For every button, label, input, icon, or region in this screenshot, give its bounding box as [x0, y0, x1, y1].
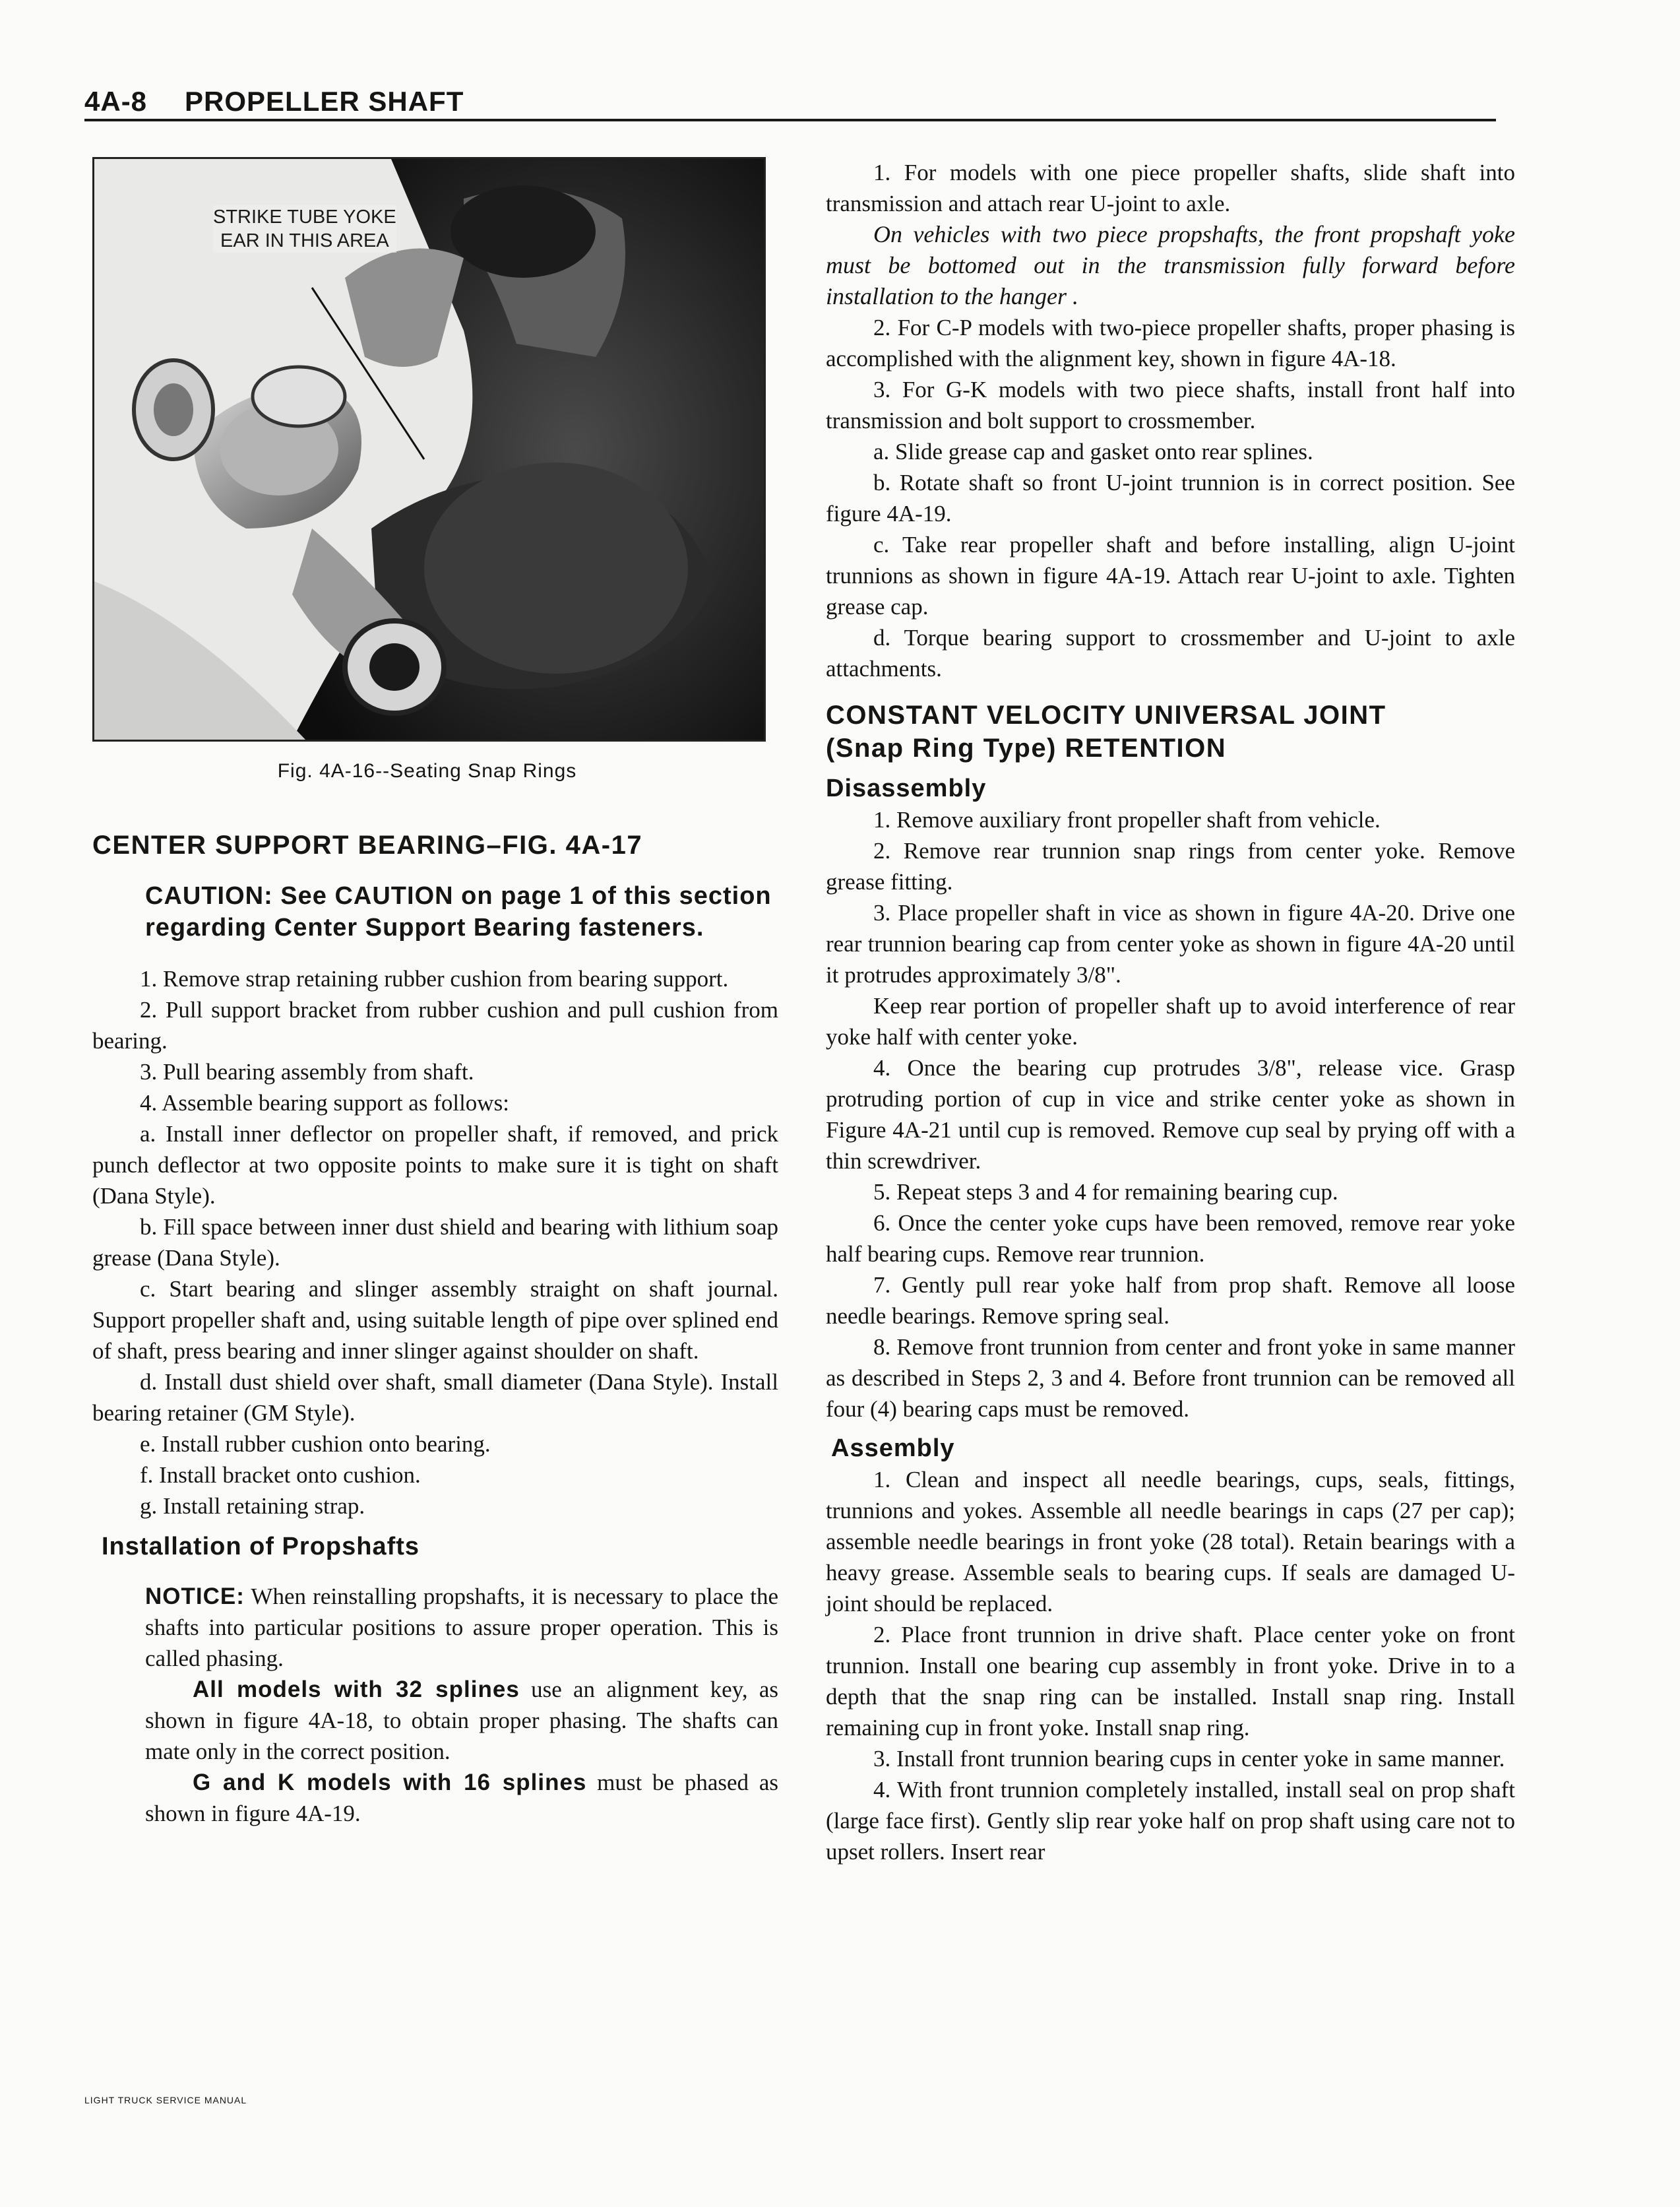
install-step-3a: a. Slide grease cap and gasket onto rear splines. — [873, 439, 1313, 464]
disassembly-step: 6. Once the center yoke cups have been removed, remove rear yoke half bearing cups. Remove rear trunnion. — [826, 1210, 1515, 1267]
disassembly-step: 2. Remove rear trunnion snap rings from center yoke. Remove grease fitting. — [826, 838, 1515, 895]
step: f. Install bracket onto cushion. — [140, 1462, 421, 1488]
disassembly-step: 8. Remove front trunnion from center and front yoke in same manner as described in Steps 2, 3 and 4. Before front trunnion can be removed all four (4) bearing caps must be removed. — [826, 1334, 1515, 1422]
left-column — [92, 157, 778, 1829]
models-32-label: All models with 32 splines — [193, 1677, 520, 1702]
caution-note: CAUTION: See CAUTION on page 1 of this section regarding Center Support Bearing fasteners. — [145, 882, 772, 942]
install-step-3b: b. Rotate shaft so front U-joint trunnion is in correct position. See figure 4A-19. — [826, 470, 1515, 527]
step: 1. Remove strap retaining rubber cushion from bearing support. — [140, 966, 729, 992]
figure-caption: Fig. 4A-16--Seating Snap Rings — [277, 760, 577, 782]
right-column — [826, 157, 1515, 1867]
page-header — [84, 84, 1496, 121]
install-step-2: 2. For C-P models with two-piece propeller shafts, proper phasing is accomplished with the alignment key, shown in figure 4A-18. — [826, 315, 1515, 371]
center-support-heading: CENTER SUPPORT BEARING–FIG. 4A-17 — [92, 831, 643, 860]
step: 3. Pull bearing assembly from shaft. — [140, 1059, 474, 1085]
step: a. Install inner deflector on propeller shaft, if removed, and prick punch deflector at two opposite points to make sure it is tight on shaft (Dana Style). — [92, 1121, 778, 1209]
assembly-heading: Assembly — [831, 1434, 955, 1462]
page-title: PROPELLER SHAFT — [185, 86, 464, 117]
figure-photo — [92, 157, 766, 742]
callout-line-2: EAR IN THIS AREA — [220, 230, 389, 251]
notice-label: NOTICE: — [145, 1583, 245, 1609]
notice-text: When reinstalling propshafts, it is necessary to place the shafts into particular positions to assure proper operation. This is called phasing. — [145, 1583, 778, 1671]
install-italic-note: On vehicles with two piece propshafts, the front propshaft yoke must be bottomed out in the transmission fully forward before installation to the hanger . — [826, 221, 1515, 309]
disassembly-heading: Disassembly — [826, 775, 987, 802]
cv-joint-heading-line2: (Snap Ring Type) RETENTION — [826, 734, 1227, 763]
u-joint-photo-illustration — [94, 159, 764, 740]
disassembly-step: 7. Gently pull rear yoke half from prop shaft. Remove all loose needle bearings. Remove spring seal. — [826, 1272, 1515, 1329]
assembly-step: 3. Install front trunnion bearing cups in center yoke in same manner. — [873, 1746, 1505, 1772]
gk-paragraph — [145, 1767, 778, 1829]
page-number: 4A-8 — [84, 86, 148, 117]
step: c. Start bearing and slinger assembly straight on shaft journal. Support propeller shaft and, using suitable length of pipe over splined end of shaft, press bearing and inner slinger against shoulder on shaft. — [92, 1276, 778, 1364]
notice-paragraph — [145, 1581, 778, 1674]
install-step-3d: d. Torque bearing support to crossmember and U-joint to axle attachments. — [826, 625, 1515, 682]
install-step-3c: c. Take rear propeller shaft and before installing, align U-joint trunnions as shown in figure 4A-19. Attach rear U-joint to axle. Tighten grease cap. — [826, 532, 1515, 620]
figure-callout — [213, 205, 396, 253]
disassembly-step: 1. Remove auxiliary front propeller shaft from vehicle. — [873, 807, 1381, 833]
installation-heading: Installation of Propshafts — [102, 1533, 420, 1560]
cv-joint-heading-line1: CONSTANT VELOCITY UNIVERSAL JOINT — [826, 701, 1386, 730]
assembly-step: 2. Place front trunnion in drive shaft. Place center yoke on front trunnion. Install one bearing cup assembly in front yoke. Drive in to a depth that the snap ring can be installed. Install snap ring. Install remaining cup in front yoke. Install snap ring. — [826, 1622, 1515, 1741]
assembly-step: 4. With front trunnion completely installed, install seal on prop shaft (large face first). Gently slip rear yoke half on prop shaft using care not to upset rollers. Insert rear — [826, 1777, 1515, 1865]
step: b. Fill space between inner dust shield and bearing with lithium soap grease (Dana Style). — [92, 1214, 778, 1271]
disassembly-step: 5. Repeat steps 3 and 4 for remaining bearing cup. — [873, 1179, 1338, 1205]
gk-text: must be phased as shown in figure 4A-19. — [145, 1770, 778, 1826]
assembly-step: 1. Clean and inspect all needle bearings, cups, seals, fittings, trunnions and yokes. Assemble all needle bearings in caps (27 per cap); assemble needle bearings in front yoke (28 total). Retain bearings with a heavy grease. Assemble seals to bearing cups. If seals are damaged U-joint should be replaced. — [826, 1467, 1515, 1616]
models-32-paragraph — [145, 1674, 778, 1767]
disassembly-step: 3. Place propeller shaft in vice as shown in figure 4A-20. Drive one rear trunnion bearing cap from center yoke as shown in figure 4A-20 until it protrudes approximately 3/8". — [826, 900, 1515, 988]
step: e. Install rubber cushion onto bearing. — [140, 1431, 491, 1457]
step: d. Install dust shield over shaft, small diameter (Dana Style). Install bearing retainer (GM Style). — [92, 1369, 778, 1426]
step: 2. Pull support bracket from rubber cushion and pull cushion from bearing. — [92, 997, 778, 1054]
step: g. Install retaining strap. — [140, 1493, 365, 1519]
disassembly-step: Keep rear portion of propeller shaft up to avoid interference of rear yoke half with center yoke. — [826, 993, 1515, 1050]
step: 4. Assemble bearing support as follows: — [140, 1090, 509, 1116]
page-footer: LIGHT TRUCK SERVICE MANUAL — [84, 2095, 247, 2105]
callout-line-1: STRIKE TUBE YOKE — [213, 207, 396, 228]
models-32-text: use an alignment key, as shown in figure 4A-18, to obtain proper phasing. The shafts can mate only in the correct position. — [145, 1677, 779, 1764]
gk-label: G and K models with 16 splines — [193, 1770, 587, 1795]
install-step-1: 1. For models with one piece propeller shafts, slide shaft into transmission and attach rear U-joint to axle. — [826, 160, 1515, 216]
disassembly-step: 4. Once the bearing cup protrudes 3/8", release vice. Grasp protruding portion of cup in vice and strike center yoke as shown in Figure 4A-21 until cup is removed. Remove cup seal by prying off with a thin screwdriver. — [826, 1055, 1515, 1174]
install-step-3: 3. For G-K models with two piece shafts, install front half into transmission and bolt support to crossmember. — [826, 377, 1515, 433]
